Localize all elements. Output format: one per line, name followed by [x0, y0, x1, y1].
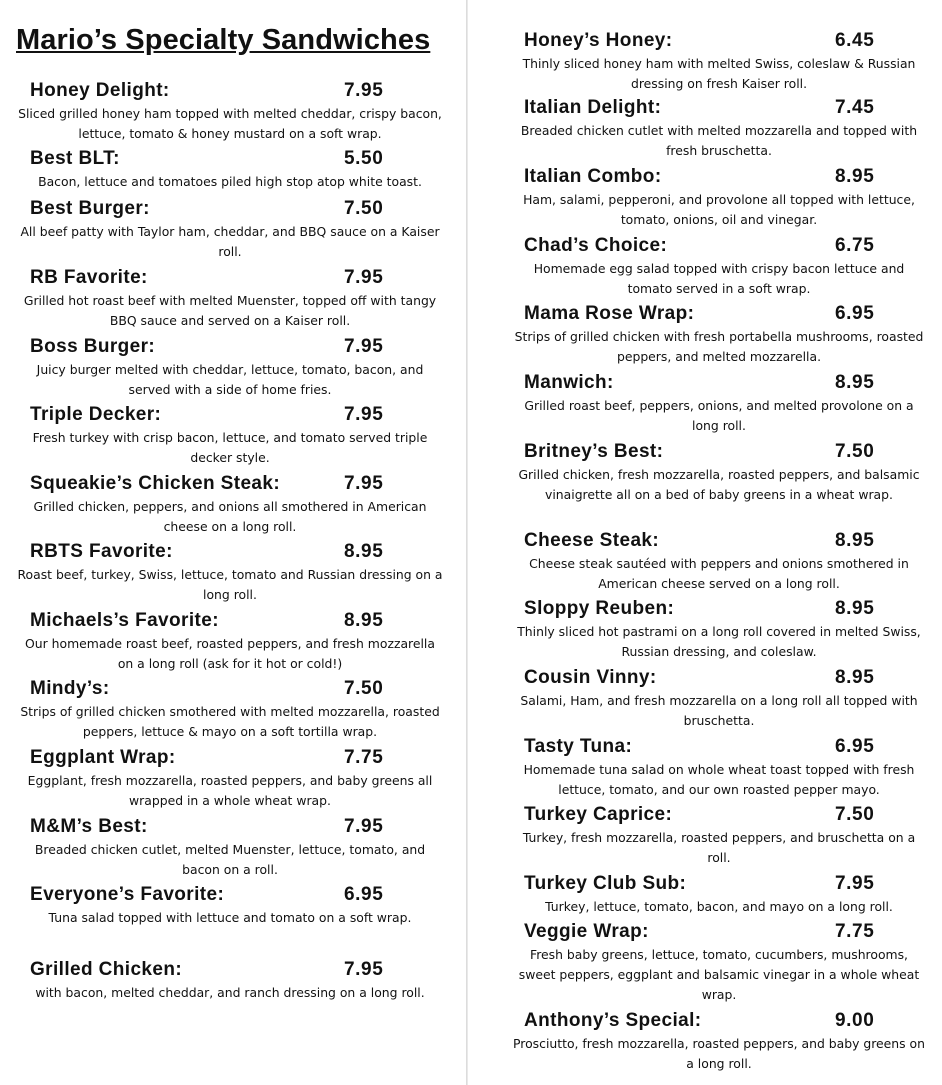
item-description: Turkey, fresh mozzarella, roasted peppers, and bruschetta on a roll.	[522, 830, 916, 865]
menu-item	[14, 148, 446, 192]
menu-item	[14, 473, 446, 537]
menu-item	[508, 235, 930, 299]
menu-item	[14, 198, 446, 262]
item-price: 7.95	[344, 959, 384, 980]
menu-item	[508, 1010, 930, 1074]
item-description: Eggplant, fresh mozzarella, roasted peppers, and baby greens all wrapped in a whole wheat wrap.	[27, 773, 433, 808]
item-price: 7.95	[344, 336, 384, 357]
menu-item	[508, 598, 930, 662]
item-price: 6.75	[835, 235, 875, 256]
item-name: Cheese Steak:	[524, 530, 660, 551]
menu-item	[14, 816, 446, 880]
item-name: Cousin Vinny:	[524, 667, 657, 688]
page-fold	[466, 0, 468, 1085]
item-name: Best BLT:	[30, 148, 120, 169]
menu-item	[14, 959, 446, 1003]
menu-title: Mario’s Specialty Sandwiches	[16, 24, 431, 56]
item-price: 8.95	[835, 372, 875, 393]
item-price: 7.50	[344, 678, 384, 699]
item-price: 9.00	[835, 1010, 875, 1031]
item-price: 7.50	[835, 441, 875, 462]
item-name: Tasty Tuna:	[524, 736, 633, 757]
menu-item	[508, 303, 930, 367]
item-name: Chad’s Choice:	[524, 235, 668, 256]
menu-item	[14, 80, 446, 144]
item-name: Sloppy Reuben:	[524, 598, 675, 619]
item-name: Britney’s Best:	[524, 441, 664, 462]
menu-item	[508, 921, 930, 1005]
item-description: Ham, salami, pepperoni, and provolone all topped with lettuce, tomato, onions, oil and vinegar.	[523, 192, 915, 227]
item-price: 6.45	[835, 30, 875, 51]
item-name: Best Burger:	[30, 198, 150, 219]
item-description: Homemade tuna salad on whole wheat toast topped with fresh lettuce, tomato, and our own roasted pepper mayo.	[523, 762, 915, 797]
item-price: 7.45	[835, 97, 875, 118]
item-description: Strips of grilled chicken smothered with melted mozzarella, roasted peppers, lettuce & mayo on a soft tortilla wrap.	[20, 704, 440, 739]
menu-item	[14, 336, 446, 400]
item-price: 6.95	[344, 884, 384, 905]
menu-item	[14, 404, 446, 468]
item-name: Italian Delight:	[524, 97, 662, 118]
item-price: 7.75	[344, 747, 384, 768]
menu-item	[14, 747, 446, 811]
item-description: Our homemade roast beef, roasted peppers, and fresh mozzarella on a long roll (ask for it hot or cold!)	[25, 636, 435, 671]
item-price: 7.95	[344, 267, 384, 288]
item-name: Veggie Wrap:	[524, 921, 649, 942]
menu-item	[508, 530, 930, 594]
item-description: Fresh turkey with crisp bacon, lettuce, and tomato served triple decker style.	[32, 430, 428, 465]
menu-item	[14, 267, 446, 331]
menu-item	[508, 804, 930, 868]
item-description: Thinly sliced hot pastrami on a long roll covered in melted Swiss, Russian dressing, and coleslaw.	[517, 624, 921, 659]
item-description: Juicy burger melted with cheddar, lettuce, tomato, bacon, and served with a side of home fries.	[36, 362, 424, 397]
item-price: 7.50	[344, 198, 384, 219]
item-description: Grilled chicken, fresh mozzarella, roasted peppers, and balsamic vinaigrette all on a bed of baby greens in a wheat wrap.	[518, 467, 920, 502]
item-description: Cheese steak sautéed with peppers and onions smothered in American cheese served on a long roll.	[529, 556, 909, 591]
item-price: 8.95	[344, 541, 384, 562]
item-name: RB Favorite:	[30, 267, 148, 288]
item-name: Boss Burger:	[30, 336, 156, 357]
item-description: All beef patty with Taylor ham, cheddar, and BBQ sauce on a Kaiser roll.	[20, 224, 440, 259]
item-name: Eggplant Wrap:	[30, 747, 176, 768]
item-description: Fresh baby greens, lettuce, tomato, cucumbers, mushrooms, sweet peppers, eggplant and balsamic vinegar in a whole wheat wrap.	[518, 947, 920, 1002]
item-name: Honey’s Honey:	[524, 30, 673, 51]
item-price: 7.95	[344, 816, 384, 837]
item-description: Breaded chicken cutlet with melted mozzarella and topped with fresh bruschetta.	[520, 123, 918, 158]
menu-item	[508, 667, 930, 731]
item-description: Sliced grilled honey ham topped with melted cheddar, crispy bacon, lettuce, tomato & honey mustard on a soft wrap.	[18, 106, 442, 141]
item-description: Grilled roast beef, peppers, onions, and melted provolone on a long roll.	[524, 398, 914, 433]
item-description: Grilled chicken, peppers, and onions all smothered in American cheese on a long roll.	[33, 499, 427, 534]
menu-item	[14, 610, 446, 674]
item-name: Italian Combo:	[524, 166, 662, 187]
item-description: Grilled hot roast beef with melted Muenster, topped off with tangy BBQ sauce and served on a Kaiser roll.	[23, 293, 437, 328]
item-price: 6.95	[835, 736, 875, 757]
menu-item	[14, 678, 446, 742]
item-name: Grilled Chicken:	[30, 959, 183, 980]
item-price: 7.75	[835, 921, 875, 942]
item-price: 8.95	[344, 610, 384, 631]
item-price: 7.95	[344, 80, 384, 101]
item-description: Salami, Ham, and fresh mozzarella on a long roll all topped with bruschetta.	[520, 693, 918, 728]
item-price: 7.95	[344, 404, 384, 425]
item-name: Triple Decker:	[30, 404, 162, 425]
menu-item	[14, 884, 446, 928]
item-name: RBTS Favorite:	[30, 541, 173, 562]
item-price: 7.95	[344, 473, 384, 494]
menu-item	[508, 873, 930, 917]
item-description: Strips of grilled chicken with fresh portabella mushrooms, roasted peppers, and melted mozzarella.	[514, 329, 924, 364]
item-description: Bacon, lettuce and tomatoes piled high stop atop white toast.	[38, 174, 422, 189]
item-price: 8.95	[835, 667, 875, 688]
menu-item	[14, 541, 446, 605]
item-name: Michaels’s Favorite:	[30, 610, 219, 631]
item-name: Squeakie’s Chicken Steak:	[30, 473, 281, 494]
item-price: 7.50	[835, 804, 875, 825]
menu-item	[508, 441, 930, 505]
item-name: Anthony’s Special:	[524, 1010, 702, 1031]
item-price: 8.95	[835, 598, 875, 619]
item-price: 8.95	[835, 530, 875, 551]
menu-item	[508, 166, 930, 230]
menu-item	[508, 372, 930, 436]
item-price: 5.50	[344, 148, 384, 169]
item-description: Roast beef, turkey, Swiss, lettuce, tomato and Russian dressing on a long roll.	[17, 567, 443, 602]
item-price: 6.95	[835, 303, 875, 324]
item-name: Mama Rose Wrap:	[524, 303, 695, 324]
menu-item	[508, 736, 930, 800]
item-description: Homemade egg salad topped with crispy bacon lettuce and tomato served in a soft wrap.	[533, 261, 905, 296]
item-name: Mindy’s:	[30, 678, 110, 699]
item-description: Thinly sliced honey ham with melted Swiss, coleslaw & Russian dressing on fresh Kaiser roll.	[522, 56, 916, 91]
item-description: Turkey, lettuce, tomato, bacon, and mayo on a long roll.	[545, 899, 893, 914]
item-name: Everyone’s Favorite:	[30, 884, 225, 905]
item-name: Honey Delight:	[30, 80, 170, 101]
item-name: Turkey Club Sub:	[524, 873, 687, 894]
item-name: M&M’s Best:	[30, 816, 148, 837]
menu-item	[508, 97, 930, 161]
item-description: Tuna salad topped with lettuce and tomato on a soft wrap.	[48, 910, 412, 925]
menu-item	[508, 30, 930, 94]
item-description: Breaded chicken cutlet, melted Muenster, lettuce, tomato, and bacon on a roll.	[34, 842, 426, 877]
item-name: Turkey Caprice:	[524, 804, 673, 825]
item-description: Prosciutto, fresh mozzarella, roasted peppers, and baby greens on a long roll.	[513, 1036, 925, 1071]
item-price: 8.95	[835, 166, 875, 187]
item-description: with bacon, melted cheddar, and ranch dressing on a long roll.	[35, 985, 425, 1000]
item-price: 7.95	[835, 873, 875, 894]
item-name: Manwich:	[524, 372, 614, 393]
